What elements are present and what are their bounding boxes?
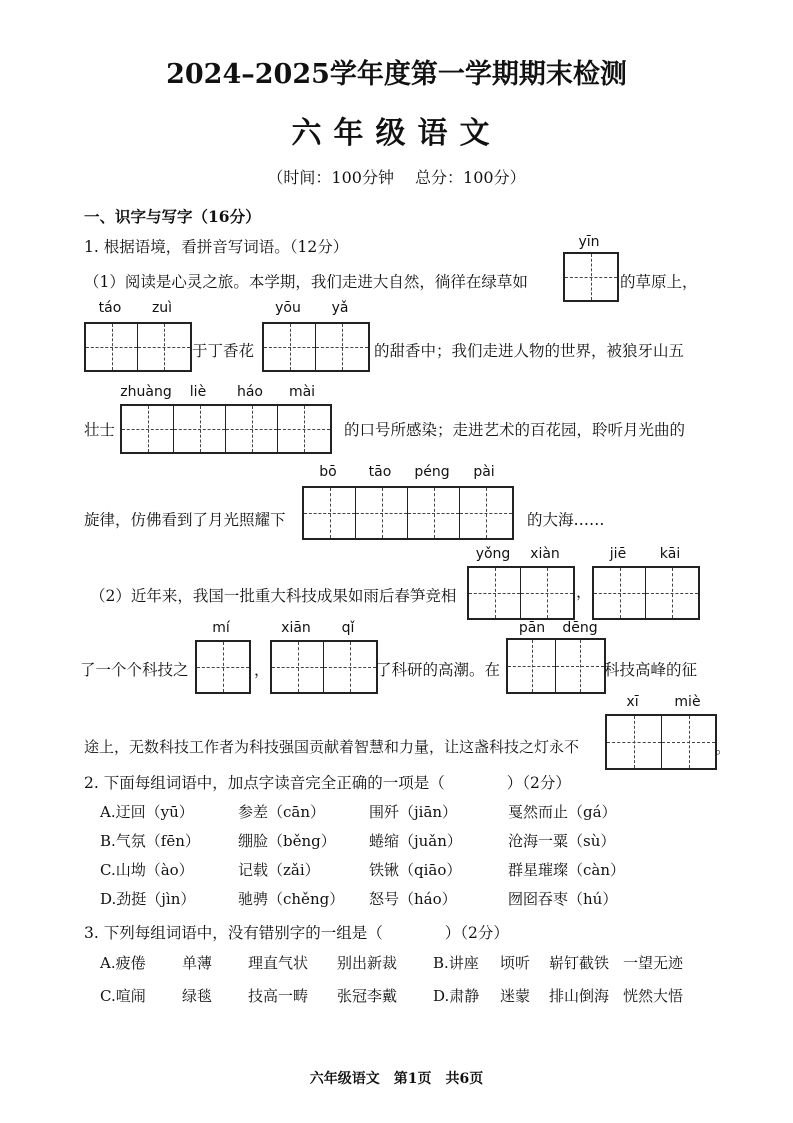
pinyin-label: yōu — [275, 300, 301, 316]
q2-option-a-2: 参差（cān） — [238, 803, 326, 821]
q3-word: 迷蒙 — [500, 987, 531, 1005]
q2-option-a-4: 戛然而止（gá） — [508, 803, 617, 821]
pinyin-label: dēng — [562, 620, 598, 636]
q2-option-d-4: 囫囵吞枣（hú） — [508, 890, 618, 908]
pinyin-label: mí — [212, 620, 230, 636]
question-1-stem: 1. 根据语境，看拼音写词语。（12分） — [84, 238, 349, 256]
pinyin-label: yīn — [578, 234, 600, 250]
grid-cell[interactable] — [356, 488, 408, 538]
q3-word: 技高一畴 — [248, 987, 309, 1005]
pinyin-label: tāo — [368, 464, 392, 480]
grid-cell[interactable] — [226, 406, 278, 452]
pinyin-label: miè — [674, 694, 701, 710]
q1-part1-text-6: 的口号所感染；走进艺术的百花园，聆听月光曲的 — [344, 421, 686, 439]
q1-part1-text-5: 壮士 — [84, 421, 116, 439]
q3-word: 排山倒海 — [549, 987, 610, 1005]
question-3-stem: 3. 下列每组词语中，没有错别字的一组是（ ）（2分） — [84, 924, 509, 942]
question-2-stem: 2. 下面每组词语中，加点字读音完全正确的一项是（ ）（2分） — [84, 774, 571, 792]
q3-word: A.疲倦 — [100, 954, 146, 972]
answer-grid-yin[interactable] — [563, 252, 619, 302]
grid-cell[interactable] — [607, 716, 662, 768]
pinyin-label: jiē — [609, 546, 627, 562]
q2-option-a-3: 围歼（jiān） — [369, 803, 458, 821]
pinyin-label: kāi — [659, 546, 681, 562]
q2-option-b-1: B.气氛（fēn） — [100, 832, 200, 850]
grid-cell[interactable] — [138, 324, 190, 370]
pinyin-label: zuì — [151, 300, 173, 316]
q2-option-c-4: 群星璀璨（càn） — [508, 861, 626, 879]
grid-cell[interactable] — [316, 324, 368, 370]
grid-cell[interactable] — [304, 488, 356, 538]
q1-part2-text-6: 科技高峰的征 — [604, 661, 698, 679]
q3-word: C.喧闹 — [100, 987, 146, 1005]
q1-part1-text-3: 于丁香花 — [192, 342, 255, 360]
q1-part2-text-3: 了一个个科技之 — [80, 661, 189, 679]
q1-part2-text-8: 。 — [715, 739, 731, 757]
q3-word: 顷听 — [500, 954, 531, 972]
q1-part1-text-4: 的甜香中；我们走进人物的世界，被狼牙山五 — [374, 342, 685, 360]
q3-word: B.讲座 — [433, 954, 479, 972]
grid-cell[interactable] — [460, 488, 512, 538]
exam-title: 2024–2025学年度第一学期期末检测 — [166, 59, 627, 90]
exam-meta: （时间：100分钟 总分：100分） — [267, 168, 526, 187]
q2-option-c-3: 铁锹（qiāo） — [369, 861, 462, 879]
pinyin-label: xiān — [281, 620, 311, 636]
grid-cell[interactable] — [646, 568, 698, 618]
answer-grid-xianqi[interactable] — [270, 640, 378, 694]
q1-part1-text-1: （1）阅读是心灵之旅。本学期，我们走进大自然，徜徉在绿草如 — [84, 273, 528, 291]
pinyin-label: pān — [518, 620, 546, 636]
grid-cell[interactable] — [272, 642, 324, 692]
q1-part1-text-7: 旋律，仿佛看到了月光照耀下 — [84, 511, 286, 529]
pinyin-label: yǎ — [331, 300, 349, 316]
q1-part2-text-7: 途上，无数科技工作者为科技强国贡献着智慧和力量，让这盏科技之灯永不 — [84, 738, 580, 756]
grid-cell[interactable] — [408, 488, 460, 538]
q3-word: 崭钉截铁 — [549, 954, 610, 972]
q1-part1-text-2: 的草原上， — [620, 273, 698, 291]
q1-part1-text-8: 的大海…… — [527, 511, 605, 529]
q1-part2-text-1: （2）近年来，我国一批重大科技成果如雨后春笋竞相 — [90, 587, 457, 605]
grid-cell[interactable] — [264, 324, 316, 370]
q2-option-d-3: 怒号（háo） — [369, 890, 457, 908]
q3-word: 一望无迹 — [623, 954, 684, 972]
exam-subtitle: 六年级语文 — [291, 116, 502, 151]
q2-option-c-1: C.山坳（ào） — [100, 861, 194, 879]
q2-option-b-4: 沧海一粟（sù） — [508, 832, 616, 850]
grid-cell[interactable] — [324, 642, 376, 692]
answer-grid-ximie[interactable] — [605, 714, 717, 770]
grid-cell[interactable] — [521, 568, 573, 618]
q1-part2-text-4: ， — [254, 661, 270, 679]
answer-grid-jiekai[interactable] — [592, 566, 700, 620]
answer-grid-mi[interactable] — [195, 640, 251, 694]
q3-word: D.肃静 — [433, 987, 480, 1005]
grid-cell[interactable] — [556, 640, 604, 692]
answer-grid-zhuanglie[interactable] — [120, 404, 332, 454]
q2-option-a-1: A.迂回（yū） — [100, 803, 194, 821]
pinyin-label: pài — [473, 464, 495, 480]
q3-word: 恍然大悟 — [623, 987, 684, 1005]
q2-option-d-2: 驰骋（chěng） — [238, 890, 345, 908]
grid-cell[interactable] — [174, 406, 226, 452]
q2-option-c-2: 记载（zǎi） — [238, 861, 320, 879]
pinyin-label: xī — [626, 694, 639, 710]
answer-grid-taozui[interactable] — [84, 322, 192, 372]
q2-option-b-2: 绷脸（běng） — [238, 832, 336, 850]
pinyin-label: bō — [319, 464, 337, 480]
pinyin-label: mài — [288, 384, 316, 400]
pinyin-label: zhuàng — [120, 384, 172, 400]
answer-grid-yongxian[interactable] — [467, 566, 575, 620]
pinyin-label: péng — [414, 464, 450, 480]
pinyin-label: liè — [189, 384, 207, 400]
q2-option-d-1: D.劲挺（jìn） — [100, 890, 196, 908]
q3-word: 别出新裁 — [337, 954, 398, 972]
pinyin-label: háo — [236, 384, 264, 400]
grid-cell[interactable] — [122, 406, 174, 452]
q1-part2-text-2: ， — [576, 583, 592, 601]
grid-cell[interactable] — [278, 406, 330, 452]
grid-cell[interactable] — [508, 640, 556, 692]
pinyin-label: xiàn — [530, 546, 560, 562]
q3-word: 理直气状 — [248, 954, 309, 972]
q2-option-b-3: 蜷缩（juǎn） — [369, 832, 462, 850]
answer-grid-botao[interactable] — [302, 486, 514, 540]
grid-cell[interactable] — [594, 568, 646, 618]
q3-word: 张冠李戴 — [337, 987, 398, 1005]
pinyin-label: yǒng — [475, 546, 511, 562]
answer-grid-youya[interactable] — [262, 322, 370, 372]
section-heading: 一、识字与写字（16分） — [84, 207, 261, 226]
pinyin-label: táo — [98, 300, 122, 316]
page-footer: 六年级语文 第1页 共6页 — [309, 1071, 484, 1087]
grid-cell[interactable] — [86, 324, 138, 370]
grid-cell[interactable] — [469, 568, 521, 618]
grid-cell[interactable] — [197, 642, 249, 692]
pinyin-label: qǐ — [341, 620, 355, 636]
q3-word: 绿毯 — [182, 987, 213, 1005]
q1-part2-text-5: 了科研的高潮。在 — [376, 661, 501, 679]
q3-word: 单薄 — [182, 954, 213, 972]
grid-cell[interactable] — [565, 254, 617, 300]
grid-cell[interactable] — [662, 716, 715, 768]
answer-grid-pandeng[interactable] — [506, 638, 606, 694]
